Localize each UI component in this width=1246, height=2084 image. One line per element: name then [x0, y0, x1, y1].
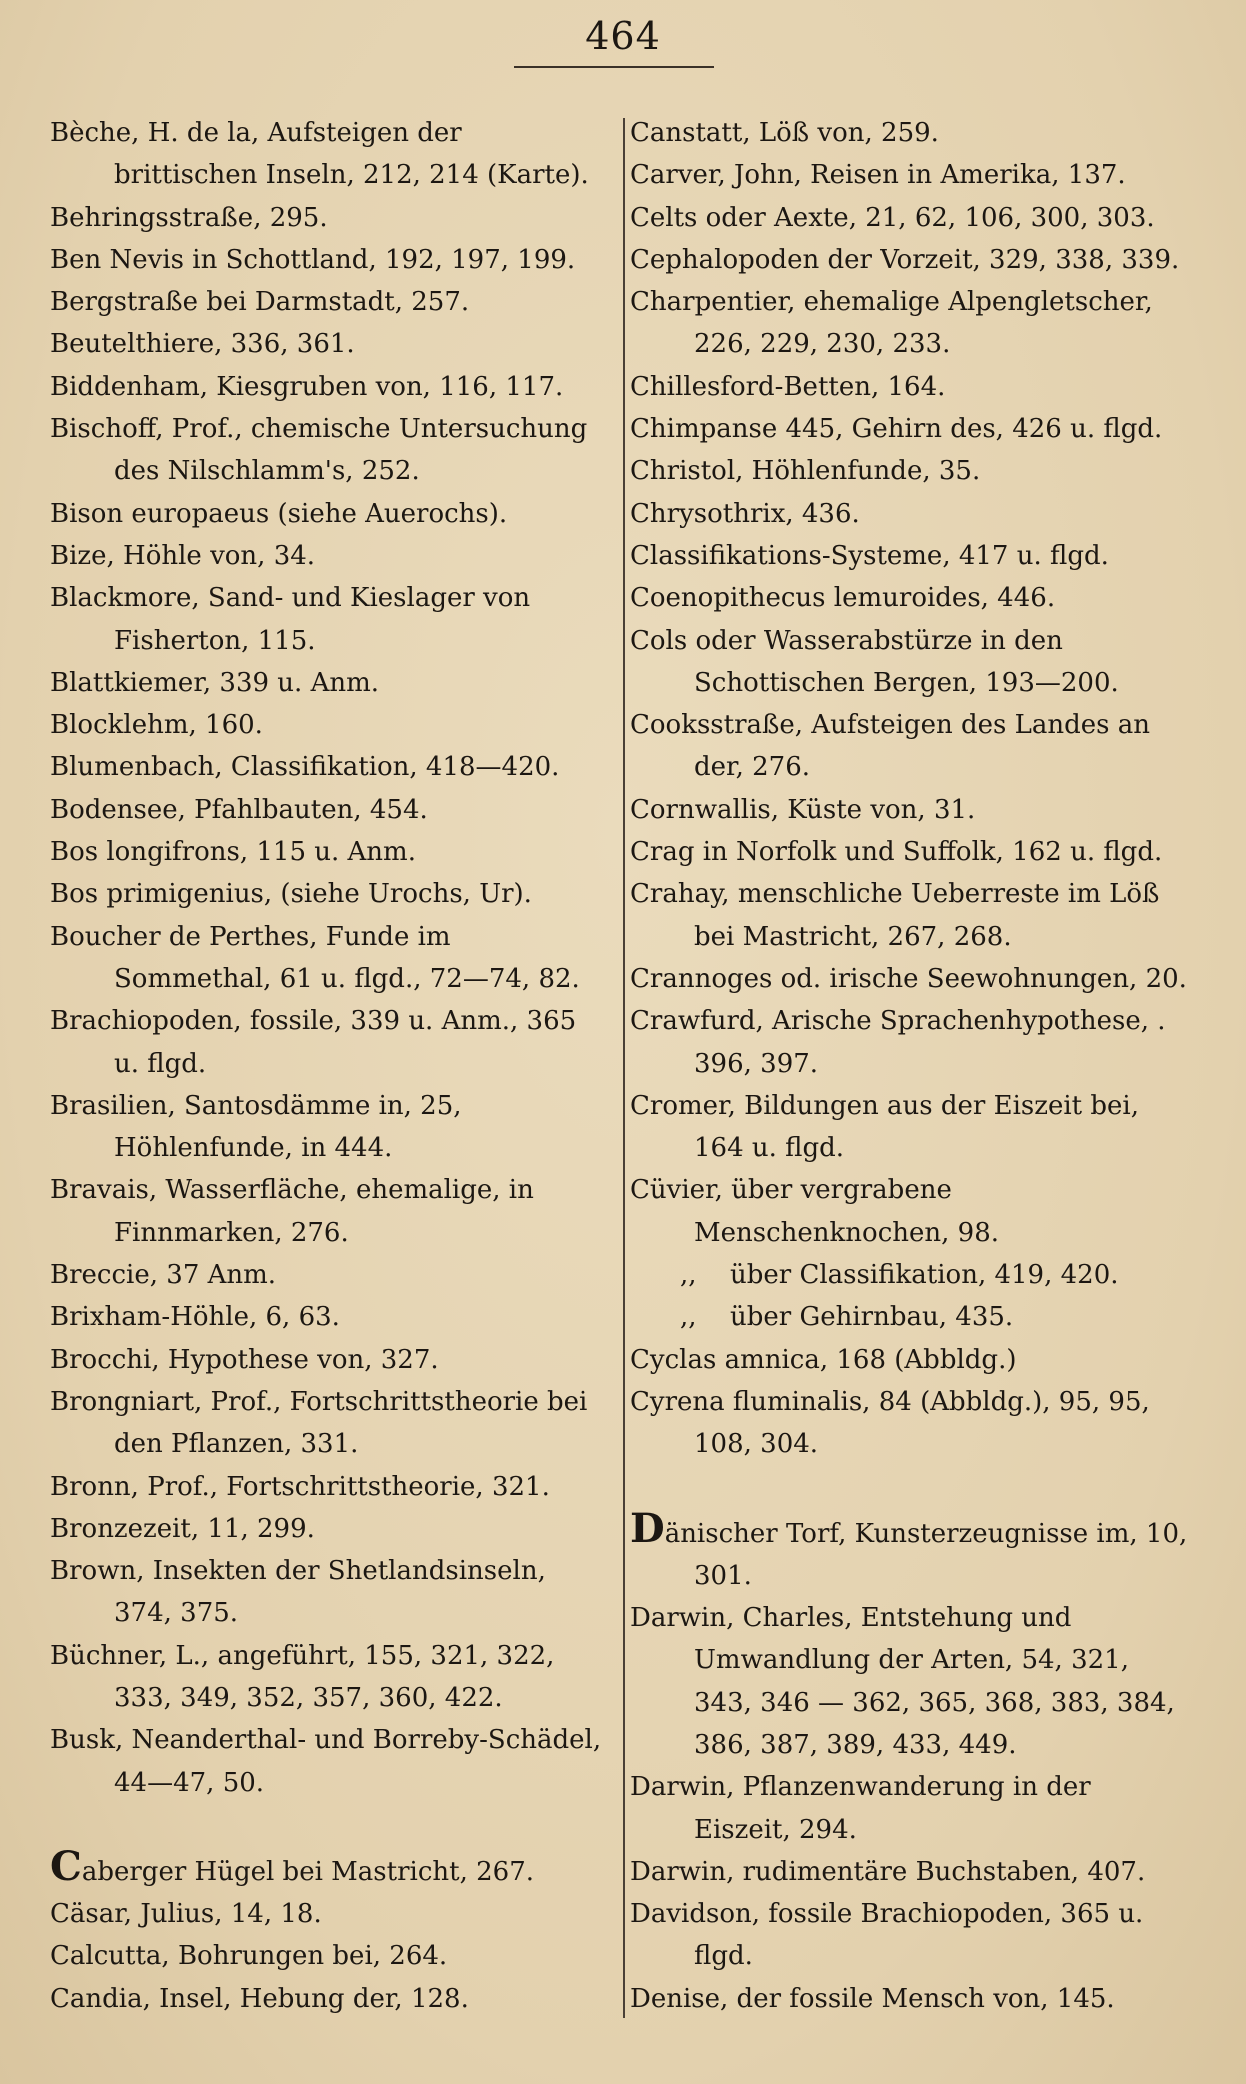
ditto-mark: ,,: [680, 1302, 697, 1333]
index-entry: Boucher de Perthes, Funde im Sommethal, 61 u. flgd., 72—74, 82.: [50, 921, 580, 994]
index-entry: Cäsar, Julius, 14, 18.: [50, 1899, 322, 1930]
index-entry: Denise, der fossile Mensch von, 145.: [630, 1983, 1115, 2014]
ditto-mark: ,,: [680, 1260, 697, 1291]
index-entry: Chrysothrix, 436.: [630, 498, 860, 529]
index-entry: Darwin, rudimentäre Buchstaben, 407.: [630, 1856, 1146, 1887]
index-entry: Bronzezeit, 11, 299.: [50, 1513, 315, 1544]
index-entry: Crawfurd, Arische Sprachenhypothese, . 396, 397.: [630, 1006, 1166, 1079]
ditto-entry: [630, 1254, 1190, 1296]
index-entry: Bischoff, Prof., chemische Untersuchung des Nilschlamm's, 252.: [50, 414, 588, 487]
index-entry: Bize, Höhle von, 34.: [50, 540, 316, 571]
index-entry: Crag in Norfolk und Suffolk, 162 u. flgd.: [630, 837, 1163, 868]
index-entry: Charpentier, ehemalige Alpengletscher, 226, 229, 230, 233.: [630, 287, 1153, 360]
index-entry: Beutelthiere, 336, 361.: [50, 329, 355, 360]
index-entry: Büchner, L., angeführt, 155, 321, 322, 333, 349, 352, 357, 360, 422.: [50, 1640, 555, 1713]
index-entry: Cromer, Bildungen aus der Eiszeit bei, 164 u. flgd.: [630, 1090, 1139, 1164]
index-entry: Bison europaeus (siehe Auerochs).: [50, 498, 508, 529]
index-entry: Behringsstraße, 295.: [50, 202, 328, 233]
index-entry: Brasilien, Santosdämme in, 25, Höhlenfunde, in 444.: [50, 1090, 462, 1164]
index-entry: Canstatt, Löß von, 259.: [630, 118, 939, 148]
index-entry: Chillesford-Betten, 164.: [630, 371, 946, 402]
index-entry: Bos longifrons, 115 u. Anm.: [50, 837, 416, 868]
index-entry: Bèche, H. de la, Aufsteigen der brittischen Inseln, 212, 214 (Karte).: [50, 118, 589, 191]
ditto-text: über Classifikation, 419, 420.: [730, 1260, 1119, 1291]
index-entry: Blumenbach, Classifikation, 418—420.: [50, 752, 560, 783]
index-entry: Ben Nevis in Schottland, 192, 197, 199.: [50, 244, 576, 275]
page-number: 464: [585, 14, 661, 58]
index-entry: Coenopithecus lemuroides, 446.: [630, 583, 1056, 614]
left-column: [50, 112, 605, 2020]
index-entry: Cyclas amnica, 168 (Abbldg.): [630, 1344, 1017, 1375]
index-entry: Celts oder Aexte, 21, 62, 106, 300, 303.: [630, 202, 1155, 233]
index-entry: Blackmore, Sand- und Kieslager von Fisherton, 115.: [50, 583, 531, 656]
index-entry: Busk, Neanderthal- und Borreby-Schädel, 44—47, 50.: [50, 1725, 602, 1798]
index-entry: Brocchi, Hypothese von, 327.: [50, 1344, 439, 1375]
index-entry: Bravais, Wasserfläche, ehemalige, in Finnmarken, 276.: [50, 1175, 534, 1248]
index-entry: Candia, Insel, Hebung der, 128.: [50, 1983, 469, 2014]
index-entry: Bos primigenius, (siehe Urochs, Ur).: [50, 879, 532, 910]
index-entry: Bergstraße bei Darmstadt, 257.: [50, 287, 470, 318]
index-entry: Cephalopoden der Vorzeit, 329, 338, 339.: [630, 244, 1180, 275]
index-entry: Blocklehm, 160.: [50, 710, 263, 741]
index-entry: Crannoges od. irische Seewohnungen, 20.: [630, 963, 1187, 994]
index-entry: Dänischer Torf, Kunsterzeugnisse im, 10, 301.: [630, 1504, 1188, 1591]
index-entry: Cyrena fluminalis, 84 (Abbldg.), 95, 95, 108, 304.: [630, 1386, 1150, 1460]
ditto-text: über Gehirnbau, 435.: [730, 1302, 1014, 1333]
index-entry: Caberger Hügel bei Mastricht, 267.: [50, 1842, 534, 1890]
index-entry: Cooksstraße, Aufsteigen des Landes an der, 276.: [630, 710, 1151, 783]
index-entry: Brachiopoden, fossile, 339 u. Anm., 365 u. flgd.: [50, 1006, 577, 1079]
index-entry: Brongniart, Prof., Fortschrittstheorie bei den Pflanzen, 331.: [50, 1386, 588, 1460]
index-entry: Calcutta, Bohrungen bei, 264.: [50, 1941, 448, 1972]
index-entry: Cüvier, über vergrabene Menschenknochen, 98.: [630, 1175, 1000, 1248]
index-entry: Bronn, Prof., Fortschrittstheorie, 321.: [50, 1471, 550, 1502]
index-entry: Biddenham, Kiesgruben von, 116, 117.: [50, 371, 564, 402]
index-entry: Carver, John, Reisen in Amerika, 137.: [630, 160, 1126, 191]
index-entry: Brown, Insekten der Shetlandsinseln, 374, 375.: [50, 1556, 546, 1629]
header-rule: [514, 66, 714, 68]
index-entry: Darwin, Charles, Entstehung und Umwandlung der Arten, 54, 321, 343, 346 — 362, 365, 368, 383, 384, 386, 387, 389, 433, 449.: [630, 1603, 1175, 1760]
index-entry: Classifikations-Systeme, 417 u. flgd.: [630, 540, 1109, 571]
index-entry: Blattkiemer, 339 u. Anm.: [50, 667, 380, 698]
index-entry: Crahay, menschliche Ueberreste im Löß bei Mastricht, 267, 268.: [630, 879, 1160, 952]
index-entry: Chimpanse 445, Gehirn des, 426 u. flgd.: [630, 414, 1163, 445]
index-entry: Christol, Höhlenfunde, 35.: [630, 456, 981, 487]
ditto-entry: [630, 1296, 1190, 1338]
right-column: [630, 112, 1190, 2020]
index-entry: Davidson, fossile Brachiopoden, 365 u. flgd.: [630, 1899, 1144, 1972]
index-entry: Cols oder Wasserabstürze in den Schottischen Bergen, 193—200.: [630, 625, 1119, 698]
index-entry: Breccie, 37 Anm.: [50, 1260, 277, 1291]
index-entry: Darwin, Pflanzenwanderung in der Eiszeit, 294.: [630, 1772, 1091, 1845]
index-entry: Brixham-Höhle, 6, 63.: [50, 1302, 340, 1333]
column-divider: [623, 118, 625, 2018]
index-entry: Bodensee, Pfahlbauten, 454.: [50, 794, 428, 825]
index-entry: Cornwallis, Küste von, 31.: [630, 794, 976, 825]
